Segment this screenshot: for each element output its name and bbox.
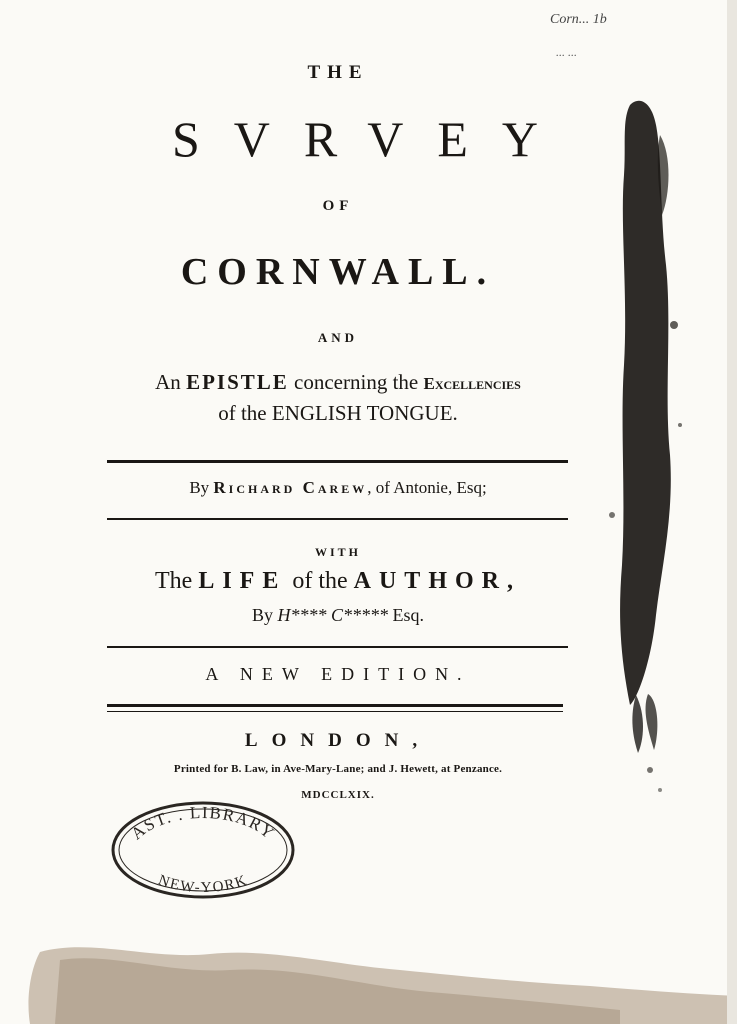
epistle-concerning: concerning the: [288, 370, 424, 394]
epistle-line-2: of the ENGLISH TONGUE.: [218, 401, 458, 425]
life-word: LIFE: [198, 568, 287, 594]
life-esq: Esq.: [388, 605, 425, 625]
double-rule-top: [107, 704, 563, 707]
epistle-line-1: [0, 370, 676, 395]
epistle-an: An: [155, 370, 187, 394]
imprint-city: LONDON,: [244, 730, 432, 751]
life-initials: H**** C*****: [277, 605, 389, 625]
author-by: By: [189, 478, 214, 497]
life-by: By: [251, 605, 278, 625]
divider-rule-3: [107, 646, 568, 648]
imprint-publishers: Printed for B. Law, in Ave-Mary-Lane; and J. Hewett, at Penzance.: [173, 763, 503, 775]
divider-rule-1: [107, 460, 568, 463]
life-line: [0, 568, 676, 595]
epistle-word: EPISTLE: [186, 370, 289, 394]
handwritten-note-line2: ... ...: [556, 45, 577, 59]
imprint-date: MDCCLXIX.: [301, 789, 375, 801]
title-the: THE: [307, 62, 369, 83]
edge-speckle: [630, 690, 680, 810]
page-edge: [727, 0, 737, 1024]
title-survey: SVRVEY: [171, 111, 573, 167]
life-the: The: [155, 568, 199, 594]
edge-damage: [600, 95, 690, 755]
epistle-excellencies: Excellencies: [423, 374, 521, 393]
with-label: WITH: [314, 545, 361, 559]
life-of-the: of the: [286, 568, 354, 594]
divider-rule-2: [107, 518, 568, 520]
author-name: Richard Carew: [213, 478, 368, 497]
author-line: [0, 478, 676, 498]
stamp-top-text: AST. . LIBRARY: [127, 802, 279, 844]
life-by-line: [0, 605, 676, 626]
author-place: , of Antonie, Esq;: [367, 478, 487, 497]
title-of: OF: [322, 198, 354, 214]
title-and: AND: [317, 330, 359, 345]
svg-text:AST. . LIBRARY: [127, 803, 278, 843]
life-author: AUTHOR,: [353, 568, 521, 594]
library-stamp: [108, 800, 298, 900]
stamp-bottom-text: NEW-YORK: [156, 872, 250, 897]
title-cornwall: CORNWALL.: [180, 251, 496, 293]
double-rule-bottom: [107, 711, 563, 712]
water-stain: [0, 930, 737, 1024]
edition-line: A NEW EDITION.: [205, 664, 471, 684]
handwritten-note: Corn... 1b: [550, 12, 607, 27]
